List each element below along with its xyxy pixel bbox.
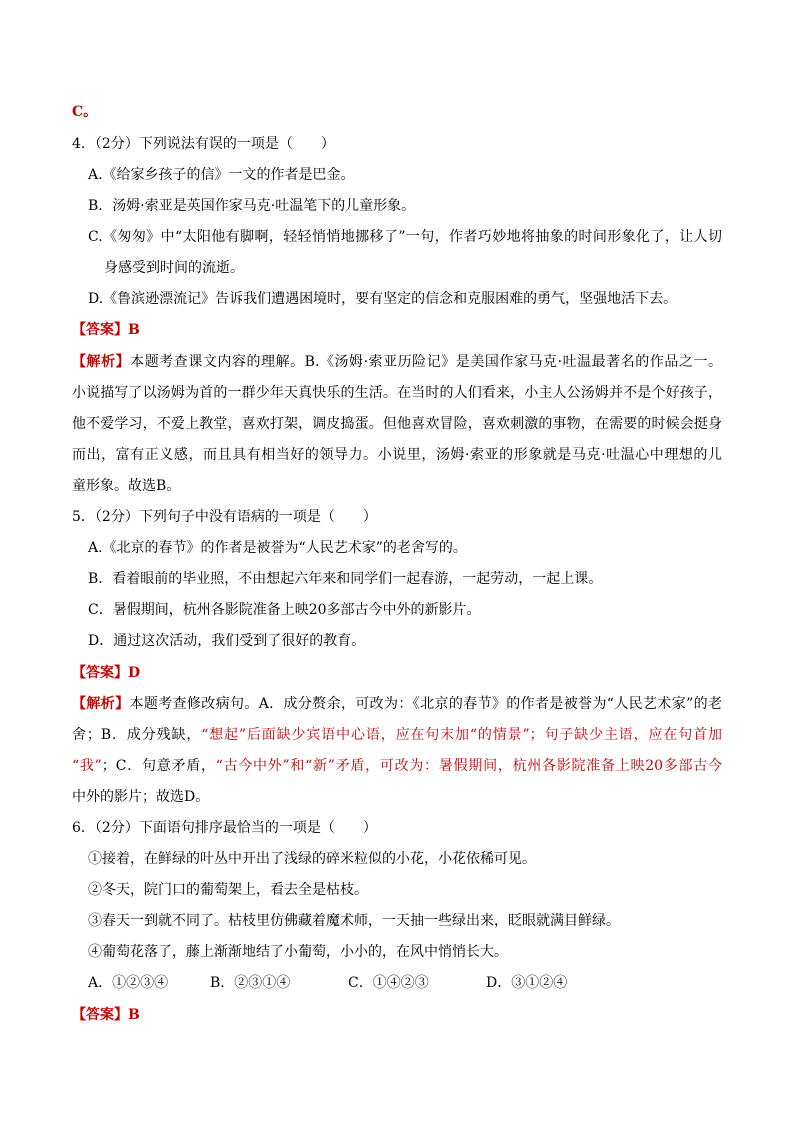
question-5-option-b: B．看着眼前的毕业照，不由想起六年来和同学们一起春游，一起劳动，一起上课。 <box>88 571 603 587</box>
question-5-analysis-line-3: “我”；C．句意矛盾，“古今中外”和“新”矛盾，可改为：暑假期间，杭州各影院准备上映20多部古今 <box>72 758 722 774</box>
question-5-analysis-line-2: 舍；B．成分残缺，“想起”后面缺少宾语中心语，应在句末加“的情景”；句子缺少主语，应在句首加 <box>72 727 722 743</box>
question-6-answer <box>72 1005 140 1025</box>
question-4-option-b: B．汤姆·索亚是英国作家马克·吐温笔下的儿童形象。 <box>88 198 416 214</box>
question-4-option-d: D.《鲁滨逊漂流记》告诉我们遭遇困境时，要有坚定的信念和克服困难的勇气，坚强地活下去。 <box>88 291 678 307</box>
answer-label: 【答案】 <box>72 322 128 338</box>
analysis-label: 【解析】 <box>72 354 131 370</box>
question-5-option-d: D．通过这次活动，我们受到了很好的教育。 <box>88 633 366 649</box>
question-5-analysis-line-4: 中外的影片；故选D。 <box>72 789 210 805</box>
question-5-answer <box>72 663 140 683</box>
question-4-stem: 4．（2分）下列说法有误的一项是（ ） <box>72 136 335 152</box>
question-4-analysis-line-3: 他不爱学习，不爱上教堂，喜欢打架，调皮捣蛋。但他喜欢冒险，喜欢刺激的事物，在需要的时候会挺身 <box>72 416 722 432</box>
question-6-sentence-1: ①接着，在鲜绿的叶丛中开出了浅绿的碎米粒似的小花，小花依稀可见。 <box>88 851 536 867</box>
question-6-choice-d: D．③①②④ <box>486 975 568 991</box>
answer-value: B <box>128 1007 140 1023</box>
analysis-label: 【解析】 <box>72 696 130 712</box>
answer-label: 【答案】 <box>72 665 128 681</box>
question-4-analysis-line-4: 而出，富有正义感，而且具有相当好的领导力。小说里，汤姆·索亚的形象就是马克·吐温心中理想的儿 <box>72 447 722 463</box>
previous-answer-tail: C。 <box>72 104 98 120</box>
question-4-option-c: C.《匆匆》中“太阳他有脚啊，轻轻悄悄地挪移了”一句，作者巧妙地将抽象的时间形象化了，让人切 <box>88 229 722 245</box>
answer-value: B <box>128 322 140 338</box>
question-6-choice-b: B．②③①④ <box>210 975 291 991</box>
answer-label: 【答案】 <box>72 1007 128 1023</box>
question-5-stem: 5．（2分）下列句子中没有语病的一项是（ ） <box>72 509 377 525</box>
question-4-analysis-line-1: 【解析】本题考查课文内容的理解。B.《汤姆·索亚历险记》是美国作家马克·吐温最著名的作品之一。 <box>72 354 723 370</box>
question-6-sentence-3: ③春天一到就不同了。枯枝里仿佛藏着魔术师，一天抽一些绿出来，眨眼就满目鲜绿。 <box>88 913 620 929</box>
question-4-option-a: A.《给家乡孩子的信》一文的作者是巴金。 <box>88 167 355 183</box>
question-6-sentence-4: ④葡萄花落了，藤上渐渐地结了小葡萄，小小的，在风中悄悄长大。 <box>88 944 508 960</box>
question-6-sentence-2: ②冬天，院门口的葡萄架上，看去全是枯枝。 <box>88 882 368 898</box>
question-4-answer <box>72 320 140 340</box>
question-5-analysis-line-1: 【解析】本题考查修改病句。A．成分赘余，可改为：《北京的春节》的作者是被誉为“人民艺术家”的老 <box>72 696 722 712</box>
question-4-option-c-cont: 身感受到时间的流逝。 <box>104 260 244 276</box>
question-6-stem: 6．（2分）下面语句排序最恰当的一项是（ ） <box>72 820 377 836</box>
question-4-analysis-line-2: 小说描写了以汤姆为首的一群少年天真快乐的生活。在当时的人们看来，小主人公汤姆并不是个好孩子， <box>72 385 722 401</box>
question-5-option-a: A.《北京的春节》的作者是被誉为“人民艺术家”的老舍写的。 <box>88 540 467 556</box>
question-6-choice-c: C．①④②③ <box>348 975 429 991</box>
question-4-analysis-line-5: 童形象。故选B。 <box>72 478 181 494</box>
question-5-option-c: C．暑假期间，杭州各影院准备上映20多部古今中外的新影片。 <box>88 602 481 618</box>
question-6-choice-a: A．①②③④ <box>88 975 169 991</box>
answer-value: D <box>128 665 141 681</box>
